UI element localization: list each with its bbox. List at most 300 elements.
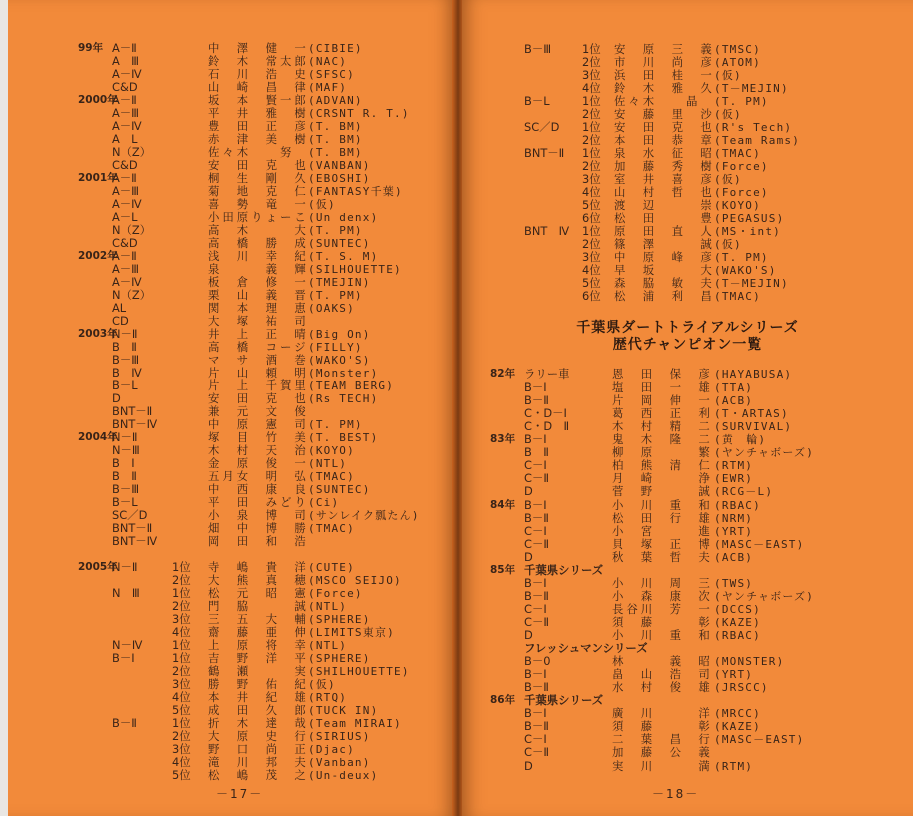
- class-label: A－Ⅱ: [112, 170, 137, 185]
- class-label: B Ⅳ: [112, 365, 142, 380]
- driver-name: 加 藤 公 義: [612, 745, 713, 760]
- rank-label: 5位: [172, 702, 191, 717]
- class-label: B－Ⅰ: [112, 651, 135, 666]
- team-name: (T. PM): [308, 288, 363, 302]
- driver-name: 菅 野 誠: [612, 484, 713, 499]
- series-subheading: フレッシュマンシリーズ: [524, 641, 648, 656]
- team-name: (ADVAN): [308, 93, 363, 107]
- rank-label: 3位: [172, 677, 191, 692]
- driver-name: 栗 山 義 晋: [208, 287, 309, 302]
- rank-label: 2位: [172, 599, 191, 614]
- class-label: B－Ⅱ: [524, 719, 549, 734]
- class-label: N－Ⅲ: [112, 443, 140, 458]
- team-name: (MRCC): [714, 707, 761, 721]
- driver-name: 須 藤 彰: [612, 614, 713, 629]
- team-name: (TMSC): [714, 43, 761, 56]
- class-label: A－Ⅳ: [112, 196, 142, 211]
- team-name: (SUNTEC): [308, 483, 371, 497]
- driver-name: 成 田 久 郎: [208, 702, 309, 717]
- rank-label: 4位: [582, 81, 601, 95]
- driver-name: 秋 葉 哲 夫: [612, 549, 713, 564]
- team-name: (T. PM): [308, 223, 363, 237]
- driver-name: 喜 勢 竜 一: [208, 196, 309, 211]
- class-label: D: [524, 484, 533, 499]
- rank-label: 4位: [172, 625, 191, 640]
- team-name: (MSCO SEIJO): [308, 574, 402, 588]
- driver-name: 大 塚 祐 司: [208, 313, 309, 328]
- rank-label: 1位: [582, 120, 601, 134]
- team-name: (SURVIVAL): [714, 420, 793, 434]
- team-name: (VANBAN): [308, 158, 371, 172]
- driver-name: 中 原 峰 彦: [614, 250, 715, 264]
- driver-name: 泉 水 征 昭: [614, 146, 715, 160]
- team-name: (SUNTEC): [308, 236, 371, 250]
- year-label: 85年: [490, 563, 516, 576]
- rank-label: 3位: [172, 741, 191, 756]
- left-page: [8, 0, 454, 816]
- class-label: A－Ⅲ: [112, 261, 140, 276]
- team-name: (Big On): [308, 327, 371, 341]
- team-name: (MASC－EAST): [714, 733, 805, 747]
- driver-name: 畠 山 浩 司: [612, 667, 713, 682]
- driver-name: 貝 塚 正 博: [612, 536, 713, 551]
- class-label: A－Ⅳ: [112, 274, 142, 289]
- driver-name: 吉 野 洋 平: [208, 651, 309, 666]
- class-label: B－Ⅰ: [524, 432, 547, 447]
- driver-name: 廣 川 洋: [612, 706, 713, 721]
- rank-label: 3位: [582, 250, 601, 264]
- driver-name: 木 村 精 二: [612, 419, 713, 434]
- driver-name: 勝 野 佑 紀: [208, 677, 309, 692]
- driver-name: 桐 生 剛 久: [208, 170, 309, 185]
- driver-name: 実 川 満: [612, 758, 713, 773]
- rank-label: 2位: [582, 107, 601, 121]
- team-name: (RTM): [714, 759, 754, 773]
- driver-name: 加 藤 秀 樹: [614, 159, 715, 173]
- rank-label: 6位: [582, 211, 601, 225]
- class-label: N－Ⅳ: [112, 638, 143, 653]
- right-page: [462, 0, 913, 816]
- class-label: C－Ⅱ: [524, 614, 549, 629]
- team-name: (TMEJIN): [308, 275, 371, 289]
- class-label: B－Ⅱ: [524, 680, 549, 695]
- team-name: (RTQ): [308, 691, 348, 704]
- team-name: (Team Rams): [714, 134, 801, 147]
- driver-name: 滝 川 邦 夫: [208, 754, 309, 769]
- year-label: 83年: [490, 433, 516, 446]
- left-page-number: －17－: [216, 787, 264, 801]
- team-name: (MONSTER): [714, 655, 785, 669]
- rank-label: 5位: [172, 767, 191, 782]
- result-row: [462, 289, 913, 304]
- driver-name: 葛 西 正 利: [612, 406, 713, 421]
- class-label: B－Ⅱ: [524, 393, 549, 408]
- team-name: (Djac): [308, 742, 355, 756]
- class-label: C－Ⅰ: [524, 601, 547, 616]
- team-name: (OAKS): [308, 301, 355, 315]
- team-name: (T. BM): [308, 132, 363, 146]
- driver-name: 高 橋 コージ: [208, 339, 309, 354]
- class-label: B－L: [524, 94, 550, 108]
- driver-name: 門 脇 誠: [208, 599, 309, 614]
- class-label: B－Ⅰ: [524, 706, 547, 721]
- team-name: (T. PM): [308, 418, 363, 432]
- driver-name: 兼 元 文 俊: [208, 404, 309, 419]
- class-label: BNT－Ⅳ: [112, 534, 158, 549]
- driver-name: 小 森 康 次: [612, 588, 713, 603]
- driver-name: 松 浦 利 昌: [614, 289, 715, 303]
- team-name: (FANTASY千葉): [308, 184, 403, 198]
- driver-name: 安 田 克 也: [614, 120, 715, 134]
- team-name: (FILLY): [308, 340, 363, 354]
- class-label: N－Ⅱ: [112, 560, 138, 575]
- driver-name: 塚 目 竹 美: [208, 430, 309, 445]
- driver-name: 松 田 豊: [614, 211, 715, 225]
- class-label: A－Ⅳ: [112, 118, 142, 133]
- team-name: (NTL): [308, 600, 348, 614]
- driver-name: 小 宮 進: [612, 523, 713, 538]
- driver-name: 板 倉 修 一: [208, 274, 309, 289]
- team-name: (R's Tech): [714, 121, 793, 134]
- class-label: C－Ⅱ: [524, 745, 549, 760]
- rank-label: 3位: [582, 68, 601, 82]
- class-label: B－Ⅰ: [524, 575, 547, 590]
- driver-name: 佐々木 努: [208, 144, 295, 159]
- driver-name: 齋 藤 亜 伸: [208, 625, 309, 640]
- rank-label: 4位: [172, 754, 191, 769]
- class-label: C&D: [112, 79, 138, 94]
- class-label: B Ⅱ: [524, 445, 549, 460]
- driver-name: 菊 地 克 仁: [208, 183, 309, 198]
- driver-name: 鬼 木 隆 二: [612, 432, 713, 447]
- result-row: [8, 534, 454, 549]
- class-label: A－Ⅳ: [112, 66, 142, 81]
- class-label: B Ⅰ: [112, 456, 135, 471]
- driver-name: 片 山 頼 明: [208, 365, 309, 380]
- driver-name: 安 田 克 也: [208, 391, 309, 406]
- series-subtitle: 歴代チャンピオン一覧: [612, 337, 763, 353]
- class-label: A－Ⅲ: [112, 105, 140, 120]
- team-name: (YRT): [714, 668, 754, 682]
- class-label: B－Ⅰ: [524, 667, 547, 682]
- driver-name: 鈴 木 常太郎: [208, 53, 309, 68]
- series-subheading: 千葉県シリーズ: [524, 693, 604, 708]
- team-name: (Un denx): [308, 210, 379, 224]
- team-name: (T・ARTAS): [714, 407, 789, 421]
- class-label: BNT－Ⅱ: [112, 404, 153, 419]
- driver-name: 本 井 紀 雄: [208, 690, 309, 704]
- rank-label: 4位: [582, 263, 601, 277]
- series-title: 千葉県ダートトライアルシリーズ: [576, 320, 799, 336]
- class-label: C&D: [112, 157, 138, 172]
- class-label: B－Ⅱ: [524, 510, 549, 525]
- driver-name: 原 田 直 人: [614, 224, 715, 238]
- class-label: C・D Ⅱ: [524, 419, 570, 434]
- series-subheading: 千葉県シリーズ: [524, 562, 604, 577]
- class-label: B－0: [524, 654, 551, 669]
- team-name: (CRSNT R. T.): [308, 106, 410, 120]
- driver-name: 浜 田 桂 一: [614, 68, 715, 82]
- result-row: [462, 759, 913, 774]
- driver-name: 篠 澤 誠: [614, 237, 715, 251]
- driver-name: 柳 原 繁: [612, 445, 713, 460]
- class-label: N（Z）: [112, 222, 152, 237]
- team-name: (ヤンチャボーズ): [714, 446, 815, 460]
- driver-name: 豊 田 正 彦: [208, 118, 309, 133]
- team-name: (仮): [308, 197, 336, 211]
- rank-label: 1位: [172, 560, 191, 575]
- team-name: (MASC－EAST): [714, 537, 805, 551]
- team-name: (仮): [308, 678, 336, 692]
- driver-name: 石 川 浩 史: [208, 66, 309, 81]
- team-name: (Force): [308, 587, 363, 601]
- rank-label: 6位: [582, 289, 601, 303]
- team-name: (SFSC): [308, 67, 355, 81]
- driver-name: 恩 田 保 彦: [612, 367, 713, 381]
- team-name: (仮): [714, 173, 742, 186]
- team-name: (T－MEJIN): [714, 82, 789, 95]
- driver-name: 松 嶋 茂 之: [208, 767, 309, 782]
- year-label: 2004年: [78, 431, 118, 444]
- rank-label: 2位: [172, 728, 191, 743]
- year-label: 2005年: [78, 561, 118, 574]
- rank-label: 2位: [582, 159, 601, 173]
- right-page-number: －18－: [652, 787, 700, 801]
- team-name: (EBOSHI): [308, 171, 371, 185]
- class-label: C・D－Ⅰ: [524, 406, 567, 421]
- class-label: C－Ⅰ: [524, 523, 547, 538]
- class-label: C－Ⅰ: [524, 458, 547, 473]
- driver-name: 安 藤 里 沙: [614, 107, 715, 121]
- driver-name: 柏 熊 清 仁: [612, 458, 713, 473]
- class-label: C－Ⅰ: [524, 732, 547, 747]
- class-label: N－Ⅱ: [112, 430, 138, 445]
- team-name: (HAYABUSA): [714, 368, 793, 381]
- rank-label: 2位: [172, 664, 191, 679]
- driver-name: 平 田 みどり: [208, 495, 309, 510]
- year-label: 99年: [78, 42, 104, 54]
- rank-label: 5位: [582, 276, 601, 290]
- year-label: 2001年: [78, 171, 118, 184]
- team-name: (TMAC): [714, 290, 761, 303]
- team-name: (WAKO'S): [714, 264, 777, 277]
- class-label: B－Ⅱ: [524, 588, 549, 603]
- class-label: B Ⅱ: [112, 469, 137, 484]
- team-name: (T－MEJIN): [714, 277, 789, 290]
- year-label: 86年: [490, 694, 516, 707]
- driver-name: 森 脇 敏 夫: [614, 276, 715, 290]
- team-name: (RBAC): [714, 629, 761, 642]
- team-name: (MAF): [308, 80, 348, 94]
- class-label: CD: [112, 313, 129, 328]
- team-name: (T. BEST): [308, 431, 379, 445]
- class-label: B Ⅱ: [112, 339, 137, 354]
- rank-label: 2位: [582, 237, 601, 251]
- team-name: (SPHERE): [308, 613, 371, 627]
- team-name: (Force): [714, 160, 769, 173]
- class-label: B－Ⅰ: [524, 497, 547, 512]
- year-label: 84年: [490, 498, 516, 511]
- team-name: (T. S. M): [308, 249, 379, 263]
- team-name: (サンレイク瓢たん): [308, 509, 420, 523]
- driver-name: 木 村 天 治: [208, 443, 309, 458]
- driver-name: 水 村 俊 雄: [612, 680, 713, 695]
- team-name: (Force): [714, 186, 769, 199]
- driver-name: 赤 津 美 樹: [208, 131, 309, 146]
- rank-label: 4位: [172, 690, 191, 704]
- class-label: N Ⅲ: [112, 586, 140, 601]
- driver-name: 林 義 昭: [612, 654, 713, 669]
- driver-name: 井 上 正 晴: [208, 326, 309, 341]
- team-name: (RBAC): [714, 498, 761, 512]
- team-name: (TWS): [714, 576, 754, 590]
- team-name: (仮): [714, 69, 742, 82]
- team-name: (黄 輪): [714, 433, 767, 447]
- driver-name: 中 西 康 良: [208, 482, 309, 497]
- rank-label: 3位: [582, 172, 601, 186]
- class-label: SC／D: [112, 508, 148, 523]
- driver-name: 室 井 喜 彦: [614, 172, 715, 186]
- driver-name: 渡 辺 崇: [614, 198, 715, 212]
- driver-name: 須 藤 彰: [612, 719, 713, 734]
- driver-name: 本 田 恭 章: [614, 133, 715, 147]
- team-name: (Team MIRAI): [308, 716, 402, 730]
- class-label: A L: [112, 131, 138, 146]
- class-label: B－L: [112, 378, 138, 393]
- class-label: D: [524, 758, 533, 773]
- class-label: B－Ⅲ: [524, 42, 552, 56]
- team-name: (Ci): [308, 496, 340, 510]
- team-name: (TMAC): [308, 470, 355, 484]
- team-name: (T. BM): [308, 145, 363, 159]
- driver-name: 小 川 周 三: [612, 575, 713, 590]
- team-name: (SILHOUETTE): [308, 262, 402, 276]
- driver-name: 野 口 尚 正: [208, 741, 309, 756]
- team-name: (T. PM): [714, 95, 769, 108]
- driver-name: 平 井 雅 樹: [208, 105, 309, 120]
- team-name: (RCG－L): [714, 485, 774, 499]
- rank-label: 3位: [172, 612, 191, 627]
- team-name: (NRM): [714, 511, 754, 525]
- driver-name: 小 川 重 和: [612, 628, 713, 642]
- driver-name: 五月女 明 弘: [208, 469, 309, 484]
- team-name: (SHILHOUETTE): [308, 665, 410, 679]
- rank-label: 4位: [582, 185, 601, 199]
- team-name: (SIRIUS): [308, 729, 371, 743]
- driver-name: 安 田 克 也: [208, 157, 309, 172]
- team-name: (EWR): [714, 472, 754, 486]
- driver-name: 山 村 哲 也: [614, 185, 715, 199]
- driver-name: 佐々木 晶: [614, 94, 701, 108]
- rank-label: 1位: [172, 651, 191, 666]
- class-label: N（Z）: [112, 144, 152, 159]
- driver-name: 安 原 三 義: [614, 42, 715, 56]
- result-row: [8, 768, 454, 783]
- driver-name: 二 葉 昌 行: [612, 732, 713, 747]
- team-name: (TUCK IN): [308, 703, 379, 717]
- class-label: D: [112, 391, 121, 406]
- year-label: 2000年: [78, 93, 118, 106]
- driver-name: 早 坂 大: [614, 263, 715, 277]
- class-label: C－Ⅱ: [524, 471, 549, 486]
- driver-name: 寺 嶋 貴 洋: [208, 560, 309, 575]
- driver-name: マ サ 酒 巻: [208, 352, 309, 367]
- rank-label: 2位: [172, 573, 191, 588]
- class-label: AL: [112, 300, 127, 315]
- team-name: (Rs TECH): [308, 392, 379, 406]
- team-name: (NTL): [308, 457, 348, 471]
- class-label: BNT－Ⅱ: [524, 146, 565, 160]
- class-label: BNT－Ⅱ: [112, 521, 153, 536]
- team-name: (NTL): [308, 639, 348, 653]
- class-label: SC／D: [524, 120, 560, 134]
- team-name: (TMAC): [308, 522, 355, 536]
- team-name: (Monster): [308, 366, 379, 380]
- team-name: (YRT): [714, 524, 754, 538]
- team-name: (Un-deux): [308, 768, 379, 782]
- class-label: A－Ⅲ: [112, 183, 140, 198]
- rank-label: 1位: [582, 224, 601, 238]
- driver-name: 松 田 行 雄: [612, 510, 713, 525]
- team-name: (KAZE): [714, 615, 761, 629]
- team-name: (ATOM): [714, 56, 761, 69]
- driver-name: 中 原 憲 司: [208, 417, 309, 432]
- class-label: B－Ⅱ: [112, 715, 137, 730]
- driver-name: 泉 義 輝: [208, 261, 309, 276]
- rank-label: 1位: [582, 42, 601, 56]
- team-name: (RTM): [714, 459, 754, 473]
- team-name: (TEAM BERG): [308, 379, 395, 393]
- class-label: C－Ⅱ: [524, 536, 549, 551]
- team-name: (KOYO): [714, 199, 761, 212]
- class-label: N－Ⅱ: [112, 326, 138, 341]
- driver-name: 市 川 尚 彦: [614, 55, 715, 69]
- team-name: (仮): [714, 108, 742, 121]
- driver-name: 月 崎 浄: [612, 471, 713, 486]
- team-name: (PEGASUS): [714, 212, 785, 225]
- driver-name: 鈴 木 雅 久: [614, 81, 715, 95]
- team-name: (CUTE): [308, 561, 355, 575]
- team-name: (MS・int): [714, 225, 781, 238]
- team-name: (NAC): [308, 54, 348, 68]
- team-name: (WAKO'S): [308, 353, 371, 367]
- rank-label: 1位: [582, 146, 601, 160]
- class-label: B－Ⅰ: [524, 380, 547, 395]
- driver-name: 折 木 達 哉: [208, 715, 309, 730]
- driver-name: 片 上 千賀里: [208, 378, 309, 393]
- driver-name: 塩 田 一 雄: [612, 380, 713, 395]
- class-label: B－Ⅲ: [112, 482, 140, 497]
- driver-name: 三 五 大 輔: [208, 612, 309, 627]
- rank-label: 2位: [582, 55, 601, 69]
- year-label: 82年: [490, 368, 516, 380]
- rank-label: 1位: [582, 94, 601, 108]
- driver-name: 小 泉 博 司: [208, 508, 309, 523]
- driver-name: 小田原りょーこ: [208, 209, 309, 224]
- team-name: (TTA): [714, 381, 754, 395]
- class-label: B－Ⅲ: [112, 352, 140, 367]
- driver-name: 浅 川 幸 紀: [208, 248, 309, 263]
- driver-name: 大 熊 真 穂: [208, 573, 309, 588]
- team-name: (DCCS): [714, 602, 761, 616]
- year-label: 2002年: [78, 249, 118, 262]
- rank-label: 1位: [172, 715, 191, 730]
- team-name: (KAZE): [714, 720, 761, 734]
- year-label: 2003年: [78, 327, 118, 340]
- class-label: D: [524, 549, 533, 564]
- class-label: ラリー車: [524, 367, 570, 381]
- team-name: (Vanban): [308, 755, 371, 769]
